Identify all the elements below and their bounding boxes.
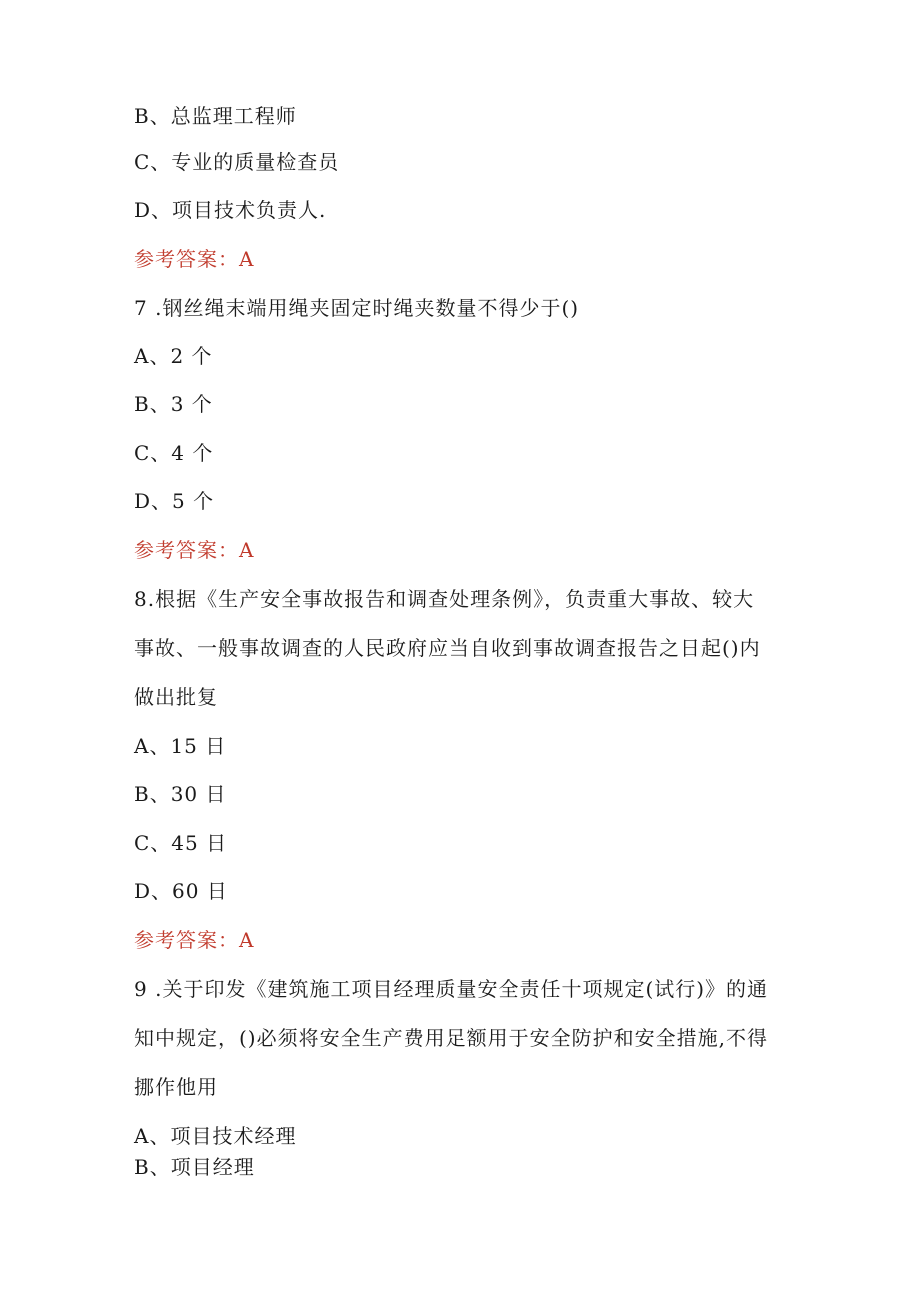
q9-question-line-2: 知中规定，()必须将安全生产费用足额用于安全防护和安全措施,不得 xyxy=(134,1026,768,1050)
q6-option-b: B、总监理工程师 xyxy=(134,104,297,128)
q8-question-line-2: 事故、一般事故调查的人民政府应当自收到事故调查报告之日起()内 xyxy=(134,636,761,660)
q9-question-line-3: 挪作他用 xyxy=(134,1075,218,1099)
q7-option-b: B、3 个 xyxy=(134,392,213,416)
q8-option-d: D、60 日 xyxy=(134,879,228,903)
q6-option-c: C、专业的质量检查员 xyxy=(134,150,340,174)
q7-answer: 参考答案：A xyxy=(134,538,255,562)
q9-option-b: B、项目经理 xyxy=(134,1155,255,1179)
q8-option-c: C、45 日 xyxy=(134,831,228,855)
q8-option-b: B、30 日 xyxy=(134,782,227,806)
q7-question: 7 .钢丝绳末端用绳夹固定时绳夹数量不得少于() xyxy=(134,296,580,320)
q6-option-d: D、项目技术负责人. xyxy=(134,198,327,222)
q7-option-c: C、4 个 xyxy=(134,441,214,465)
q6-answer: 参考答案：A xyxy=(134,247,255,271)
q8-question-line-3: 做出批复 xyxy=(134,685,218,709)
q8-answer: 参考答案：A xyxy=(134,928,255,952)
q8-option-a: A、15 日 xyxy=(134,734,227,758)
q9-question-line-1: 9 .关于印发《建筑施工项目经理质量安全责任十项规定(试行)》的通 xyxy=(134,977,769,1001)
q7-option-d: D、5 个 xyxy=(134,489,215,513)
q7-option-a: A、2 个 xyxy=(134,344,213,368)
q9-option-a: A、项目技术经理 xyxy=(134,1124,297,1148)
q8-question-line-1: 8.根据《生产安全事故报告和调查处理条例》，负责重大事故、较大 xyxy=(134,587,755,611)
